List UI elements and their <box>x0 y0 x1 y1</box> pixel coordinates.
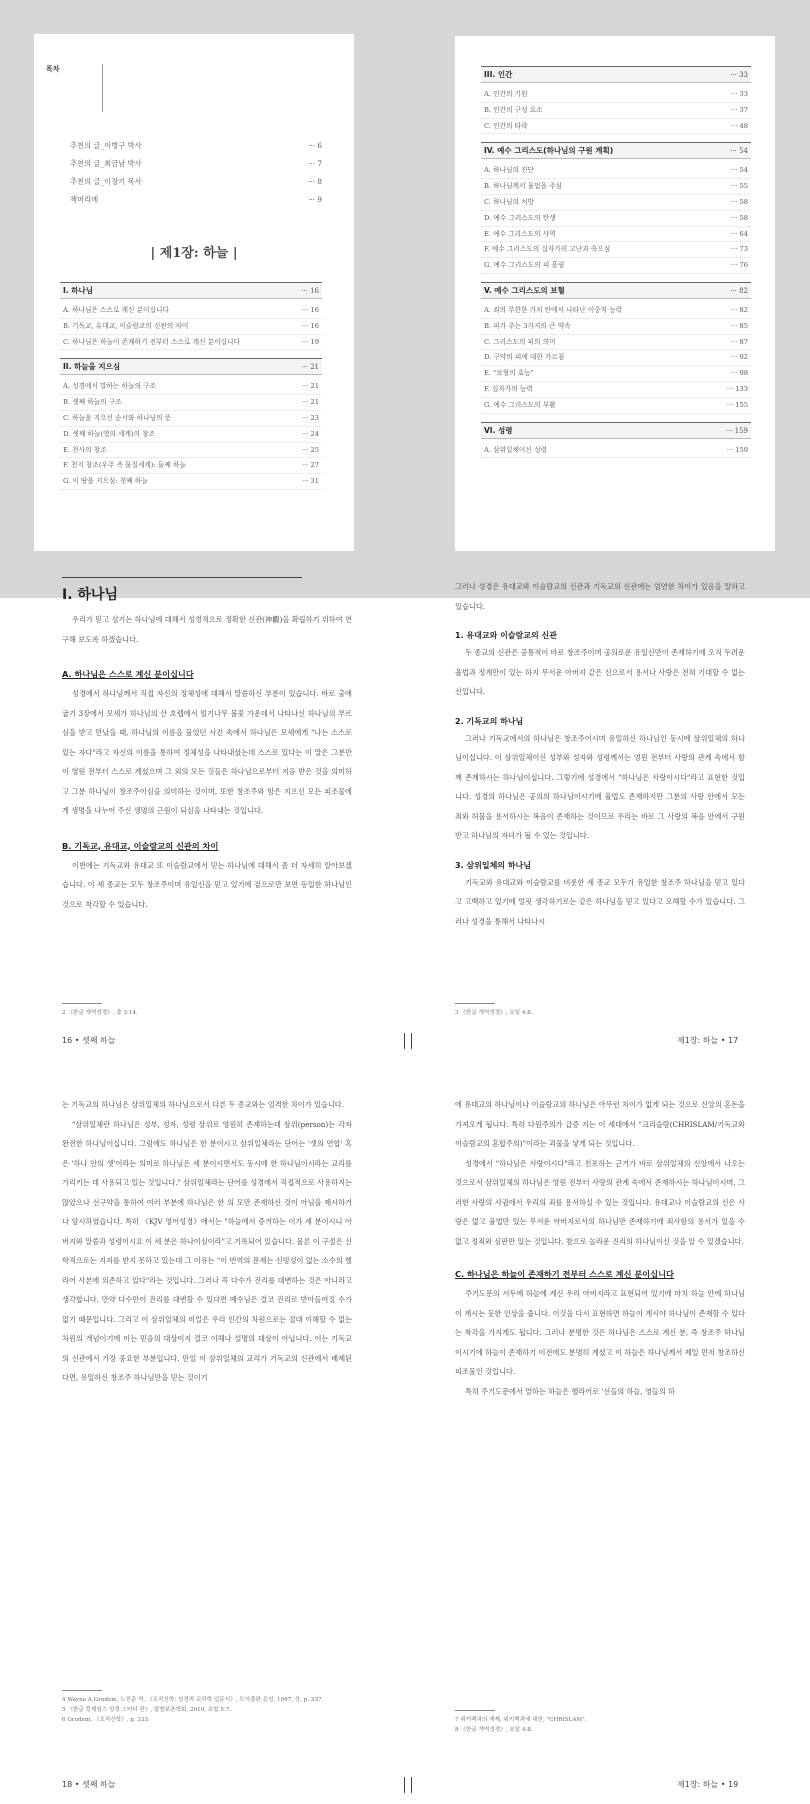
subsection-title: 2. 기독교의 하나님 <box>455 716 524 726</box>
toc-section-header <box>481 422 751 439</box>
body-paragraph: 그러나 성경은 유대교와 이슬람교의 신관과 기독교의 신관에는 엄연한 차이가 있음을 말하고 있습니다. <box>455 582 745 611</box>
tab-divider <box>102 64 103 112</box>
toc-entry <box>481 335 751 351</box>
page-folio: 18 • 셋째 하늘 <box>62 1780 116 1789</box>
toc-page-left <box>34 34 354 551</box>
section-gap <box>481 274 751 282</box>
page-17-body <box>455 577 745 931</box>
page-18-body <box>62 1095 352 1388</box>
body-paragraph: 기독교와 유대교와 이슬람교를 비롯한 세 종교 모두가 유일한 창조주 하나님을 믿고 있다고 고백하고 있기에 얼핏 생각하기로는 같은 하나님을 믿고 있다고 오해할 수가 있습니다. 그러나 성경을 통해서 나타나시 <box>455 877 745 926</box>
toc-entry-page: ··· 155 <box>726 400 748 409</box>
toc-section-title: IV. 예수 그리스도(하나님의 구원 계획) <box>484 146 614 156</box>
page-16-body <box>62 577 352 914</box>
subsection-title: 3. 삼위일체의 하나님 <box>455 860 531 870</box>
toc-entry-label: A. 하나님의 진단 <box>484 166 534 175</box>
preface-page: ··· 9 <box>308 195 322 204</box>
body-paragraph: 그러나 기독교에서의 하나님은 창조주이시며 유일하신 하나님인 동시에 삼위일체의 하나님이십니다. 이 삼위일체이신 성부와 성자와 성령께서는 영원 전부터 사랑의 관계 속에서 함께 존재하시는 하나님이십니다. 그렇기에 성경에서 "하나님은 사랑이시다"라고 표현한 것입니다. 성경의 하나님은 공의의 하나님이시기에 율법도 존재하지만 그분의 사랑 안에서 모든 죄와 허물을 용서하시는 복음이 존재하는 것이므로 우리는 바로 그 사랑의 복음 안에서 구원받고 하나님의 자녀가 될 수 있는 것입니다. <box>455 733 745 840</box>
body-paragraph: 주기도문의 서두에 하늘에 계신 우리 아버지라고 표현되어 있기에 마치 하늘 안에 하나님이 계시는 듯한 인상을 줍니다. 이것을 다시 표현하면 하늘이 계시야 하나님이 존재할 수 있다는 착각을 가지게도 됩니다. 그러나 분명한 것은 하나님은 스스로 계신 분, 즉 창조주 하나님이시기에 하늘이 존재하기 이전에도 분명히 계셨고 이 하늘은 하나님께서 제일 먼저 창조하신 피조물인 것입니다. <box>455 1289 745 1376</box>
toc-entry <box>481 87 751 103</box>
toc-entry-page: ··· 31 <box>301 477 319 486</box>
toc-entry <box>481 350 751 366</box>
toc-entry <box>60 379 322 395</box>
toc-entry-label: D. 구약의 피에 대한 가르침 <box>484 353 565 362</box>
toc-entry-page: ··· 98 <box>730 369 748 378</box>
toc-entry <box>481 319 751 335</box>
toc-entry-page: ··· 92 <box>730 353 748 362</box>
subsection-title: C. 하나님은 하늘이 존재하기 전부터 스스로 계신 분이십니다 <box>455 1269 674 1279</box>
toc-entry <box>481 443 751 459</box>
footnote-block <box>455 1710 745 1735</box>
preface-label: 추천의 글_최금남 박사 <box>70 159 142 168</box>
toc-entry-page: ··· 82 <box>730 305 748 314</box>
toc-entry <box>60 458 322 474</box>
footnote: 5 《한글 킹제임스 성경 스터디 판》, 말씀보존학회, 2010, 요일 5:7. <box>62 1706 232 1713</box>
toc-section-header <box>60 358 322 375</box>
toc-entry-label: A. 성경에서 말하는 하늘의 구조 <box>63 382 156 391</box>
toc-entry-page: ··· 21 <box>301 398 319 407</box>
toc-entry-label: B. 하나님께서 율법을 주심 <box>484 182 563 191</box>
intro-paragraph: 우리가 믿고 섬기는 하나님에 대해서 성경적으로 정확한 신관(神觀)을 확립하기 위하여 연구해 보도록 하겠습니다. <box>62 615 352 644</box>
toc-section-header <box>481 66 751 83</box>
preface-page: ··· 6 <box>308 141 322 150</box>
gutter-mark <box>411 1777 412 1793</box>
footnote-block <box>455 1003 745 1018</box>
body-paragraph: 성경에서 "하나님은 사랑이시다"라고 친포하는 근거가 바로 삼위일체의 신앙에서 나오는 것으로서 삼위일체의 하나님은 영원 전부터 사랑의 관계 속에서 존재하시는 하나님이시며, 그러한 사랑의 사귐에서 우리의 죄를 용서하실 수 있는 것입니다. 유대교나 이슬람교의 신은 사랑은 없고 율법만 있는 무서운 아버지로서의 하나님만 존재하기에 죄사함의 용서가 있을 수 없고 정죄와 심판만 있는 것입니다. 참으로 놀라운 진리의 하나님이신 것을 알 수 있겠습니다. <box>455 1158 745 1246</box>
toc-entry-page: ··· 54 <box>730 166 748 175</box>
toc-section-page: ··· 33 <box>730 71 748 79</box>
section-heading: I. 하나님 <box>62 577 302 604</box>
toc-entry-label: A. 하나님은 스스로 계신 분이십니다 <box>63 306 169 314</box>
toc-entry-label: D. 예수 그리스도의 탄생 <box>484 213 556 222</box>
toc-entry-label: B. 피가 주는 3가지의 큰 약속 <box>484 321 571 330</box>
body-paragraph: 에 유대교의 하나님이나 이슬람교의 하나님은 아무런 차이가 없게 되는 것으로 신앙의 혼돈을 가져오게 됩니다. 특히 다원주의가 급증 지는 이 세대에서 "크리슬람(CHRISLAM/기독교와 이슬람교의 혼합주의)"이라는 괴물을 낳게 되는 것입니다. <box>455 1100 745 1148</box>
preface-row <box>70 191 322 209</box>
toc-entry-label: F. 예수 그리스도의 십자가의 고난과 죽으심 <box>484 245 611 254</box>
gutter-mark <box>411 1033 412 1049</box>
toc-entry <box>60 411 322 427</box>
toc-entry-label: C. 하늘을 지으신 순서와 하나님의 뜻 <box>63 413 172 422</box>
toc-entry-page: ··· 64 <box>730 229 748 238</box>
toc-entry-page: ··· 25 <box>301 445 319 454</box>
toc-entry <box>60 427 322 443</box>
toc-entry-page: ··· 27 <box>301 461 319 470</box>
toc-entry <box>481 303 751 319</box>
toc-entry-label: C. 하나님의 처방 <box>484 197 535 206</box>
toc-entry-label: G. 이 땅을 지으심: 첫째 하늘 <box>63 477 148 486</box>
toc-tab-label: 목차 <box>46 65 60 73</box>
toc-entry-label: D. 셋째 하늘(영의 세계)의 창조 <box>63 429 156 438</box>
toc-entry-page: ··· 24 <box>301 429 319 438</box>
toc-section-page: ··· 54 <box>730 147 748 156</box>
toc-entry <box>481 195 751 211</box>
toc-entry-page: ··· 23 <box>301 413 319 422</box>
toc-entry-page: ··· 133 <box>726 384 748 393</box>
preface-label: 책머리에 <box>70 195 99 204</box>
subsection-title: 1. 유대교와 이슬람교의 신관 <box>455 631 557 640</box>
footnote: 7 위키백과의 예제, 위키백과에 대한, "CHRISLAM". <box>455 1716 587 1723</box>
subsection-title: A. 하나님은 스스로 계신 분이십니다 <box>62 669 194 679</box>
toc-section-page: ··· 21 <box>301 363 319 372</box>
toc-entry-page: ··· 16 <box>301 321 319 330</box>
toc-entry-label: B. 셋째 하늘의 구조 <box>63 398 122 407</box>
toc-entry-page: ··· 58 <box>730 197 748 206</box>
preface-row <box>70 173 322 191</box>
toc-entry <box>481 382 751 398</box>
footnote: 8 《한글 개역성경》, 요일 4:8. <box>455 1726 533 1733</box>
body-paragraph: 두 종교의 신관은 공통적이 바로 창조주이며 공의로운 유일신만이 존재하기에 오직 두려운 율법과 정계만이 있는 하지 무서운 아버지 같은 신으로서 용서나 사랑은 전혀 기대할 수 없는 신입니다. <box>455 648 745 696</box>
page-folio: 제1장: 하늘 • 19 <box>677 1780 739 1789</box>
toc-entry-label: B. 인간의 구성 요소 <box>484 105 543 114</box>
section-gap <box>481 414 751 422</box>
footnote: 6 Grudem, 《조직신학》, p. 333. <box>62 1716 150 1723</box>
toc-entry-page: ··· 58 <box>730 213 748 222</box>
section-gap <box>60 350 322 358</box>
toc-entry-label: A. 삼위일체이신 성령 <box>484 445 547 454</box>
toc-entry-label: G. 예수 그리스도의 피 흘림 <box>484 261 565 270</box>
toc-entry-label: E. 예수 그리스도의 사역 <box>484 229 556 238</box>
gutter-mark <box>404 1033 405 1049</box>
toc-entry <box>60 395 322 411</box>
toc-entry-label: G. 예수 그리스도의 부활 <box>484 400 556 409</box>
toc-entry-label: E. 천사의 창조 <box>63 445 107 454</box>
toc-entry-page: ··· 55 <box>730 182 748 191</box>
toc-entry <box>481 163 751 179</box>
preface-row <box>70 155 322 173</box>
page-folio: 16 • 셋째 하늘 <box>62 1036 116 1045</box>
preface-label: 추천의 글_이병구 박사 <box>70 141 142 150</box>
toc-entry-label: F. 천지 창조(우주 즉 물질세계): 둘째 하늘 <box>63 461 186 470</box>
footnote: 3 《한글 개역성경》, 요일 4:8. <box>455 1009 533 1016</box>
toc-entry <box>60 303 322 319</box>
toc-entry-label: E. "보혈의 효능" <box>484 369 534 378</box>
toc-section-page: ··· 16 <box>301 287 319 295</box>
toc-entry-page: ··· 48 <box>730 121 748 130</box>
toc-entry-label: C. 인간의 타락 <box>484 121 528 130</box>
toc-entry-page: ··· 21 <box>301 382 319 391</box>
toc-entry <box>481 242 751 258</box>
body-paragraph: 성경에서 하나님께서 직접 자신의 정체성에 대해서 말씀하신 부분이 있습니다. 바로 출애굽기 3장에서 모세가 하나님의 산 호렙에서 떨기나무 불꽃 가운데서 나타나신 하나님의 부르심을 받고 만났을 때, 하나님의 이름을 물었던 사건 속에서 하나님은 모세에게 "나는 스스로 있는 자다"라고 자신의 이름을 통하여 정체성을 나타내셨는데 스스로 있다는 이 말은 그분만이 영원 전부터 스스로 계셨으며 그 외의 모든 것들은 하나님으로부터 지음 받은 것을 의미하고 그분 하나님이 창조주이심을 의미하는 것이며, 또한 창조주와 함은 지으신 모든 피조물에게 생명을 나누어 주신 생명의 근원이 되심을 나타내는 것입니다. <box>62 689 352 815</box>
toc-section-title: V. 예수 그리스도의 보혈 <box>484 285 565 295</box>
toc-entry <box>481 211 751 227</box>
toc-entry <box>60 319 322 335</box>
chapter-title: | 제1장: 하늘 | <box>150 246 238 261</box>
toc-sections-left <box>60 282 322 490</box>
toc-page-right <box>455 36 775 551</box>
toc-entry-label: B. 기독교, 유대교, 이슬람교의 신관의 차이 <box>63 321 189 330</box>
toc-section-title: III. 인간 <box>484 70 513 79</box>
body-paragraph: 는 기독교의 하나님은 삼위일체의 하나님으로서 다른 두 종교와는 엄격한 차이가 있습니다. <box>62 1100 345 1109</box>
footnote-block <box>62 1003 352 1018</box>
toc-entry <box>481 103 751 119</box>
toc-entry-page: ··· 33 <box>730 90 748 98</box>
toc-entry <box>481 227 751 243</box>
footnote: 2 《한글 개역성경》, 출 3:14. <box>62 1009 138 1016</box>
toc-entry-label: A. 인간의 기원 <box>484 90 528 98</box>
preface-page: ··· 7 <box>308 159 322 168</box>
toc-sections-right <box>481 66 751 458</box>
toc-entry <box>481 366 751 382</box>
toc-entry-page: ··· 73 <box>730 245 748 254</box>
preface-row <box>70 137 322 155</box>
page-19-body <box>455 1095 745 1401</box>
toc-entry <box>481 398 751 414</box>
toc-entry-page: ··· 85 <box>730 321 748 330</box>
toc-entry <box>481 119 751 135</box>
toc-section-page: ··· 82 <box>730 286 748 295</box>
toc-entry <box>60 474 322 490</box>
toc-entry-page: ··· 159 <box>726 445 748 454</box>
toc-entry-label: C. 그리스도의 피의 의미 <box>484 337 556 346</box>
toc-entry-label: A. 죄의 무한한 가치 안에서 나타난 이중적 능력 <box>484 305 623 314</box>
toc-entry-label: C. 하나님은 하늘이 존재하기 전부터 스스로 계신 분이십니다 <box>63 337 240 346</box>
body-paragraph: 특히 주기도문에서 말하는 하늘은 헬라어로 '선들의 하늘, 영들의 하 <box>465 1386 676 1396</box>
preface-list <box>70 137 322 209</box>
toc-section-header <box>60 282 322 299</box>
toc-entry-page: ··· 76 <box>730 261 748 270</box>
toc-entry-page: ··· 37 <box>730 105 748 114</box>
toc-spread-background <box>0 0 810 598</box>
body-paragraph: "삼위일체란 하나님은 성부, 성자, 성령 삼위로 영원히 존재하는데 삼위(person)는 각자 완전한 하나님이십니다. 그럼에도 하나님은 한 분이시고 삼위일체라는 단어는 '셋의 연합' 혹은 '하나 안의 셋'이라는 의미로 하나님은 세 분이시면서도 동시에 한 하나님이시라는 교리를 가리키는 데 사용되고 있는 것입니다." 삼위일체라는 단어를 성경에서 직접적으로 사용하지는 않았으나 선구약을 통하여 여러 부분에 하나님은 한 의 모만 존재하신 것이 아님을 제시하거나 암시하였습니다. 특히 《KJV 영어성경》에서는 "하늘에서 증거하는 이가 세 분이시니 아버지와 말씀과 성령이시요 이 세 분은 하나이심이라"고 기록되어 있습니다. 물론 이 구절은 신학적으로는 지지를 받지 못하고 있는데 그 이유는 "이 번역의 문제는 신빙성이 없는 소수의 헬라어 사본에 의존하고 있다"라는 것입니다. 그러나 꼭 다수가 진리를 대변하는 것은 아니라고 생각합니다. 만약 다수만이 진리를 대변할 수 있다면 예수님은 결코 진리로 받아들여질 수가 없기 때문입니다. 그리고 이 삼위일체의 비밀은 우리 인간의 차원으로는 절대 이해할 수 없는 차원의 개념이기에 이는 믿음의 대상이지 결코 이해나 설명의 대상이 아닙니다. 이는 기독교의 신관에서 가장 중요한 부분입니다. 만일 이 삼위일체의 교리가 기독교의 신관에서 배제된다면, 유일하신 창조주 하나님만을 믿는 것이기 <box>62 1119 352 1382</box>
toc-entry-page: ··· 19 <box>301 337 319 346</box>
subsection-title: B. 기독교, 유대교, 이슬람교의 신관의 차이 <box>62 840 219 851</box>
toc-entry-page: ··· 87 <box>730 337 748 346</box>
toc-section-title: II. 하늘을 지으심 <box>63 362 121 372</box>
toc-entry <box>481 179 751 195</box>
toc-section-title: VI. 성령 <box>484 425 513 435</box>
section-gap <box>481 134 751 142</box>
footnote-block <box>62 1690 352 1725</box>
toc-entry-label: F. 십자가의 능력 <box>484 384 533 393</box>
footnote: 4 Wayne A Grudem, 노진준 역, 《조직신학: 성경적 교리학 입문서》, 도서출판 은성, 1997, 상, p. 337. <box>62 1696 324 1703</box>
toc-entry <box>481 258 751 274</box>
toc-entry-page: ··· 16 <box>301 306 319 314</box>
body-paragraph: 이번에는 기독교와 유대교 또 이슬람교에서 믿는 하나님에 대해서 좀 더 자세히 알아보겠습니다. 이 세 종교는 모두 창조주이며 유일신을 믿고 있기에 겉으로만 보면 동일한 하나님인 것으로 착각할 수 있습니다. <box>62 860 352 909</box>
toc-section-page: ··· 159 <box>725 426 748 435</box>
toc-section-header <box>481 282 751 299</box>
gutter-mark <box>404 1777 405 1793</box>
toc-section-title: I. 하나님 <box>63 286 93 295</box>
preface-label: 추천의 글_이장기 목사 <box>70 177 142 186</box>
page-folio: 제1장: 하늘 • 17 <box>677 1036 739 1045</box>
toc-entry <box>60 443 322 459</box>
preface-page: ··· 8 <box>308 177 322 186</box>
toc-entry <box>60 335 322 351</box>
toc-section-header <box>481 142 751 159</box>
